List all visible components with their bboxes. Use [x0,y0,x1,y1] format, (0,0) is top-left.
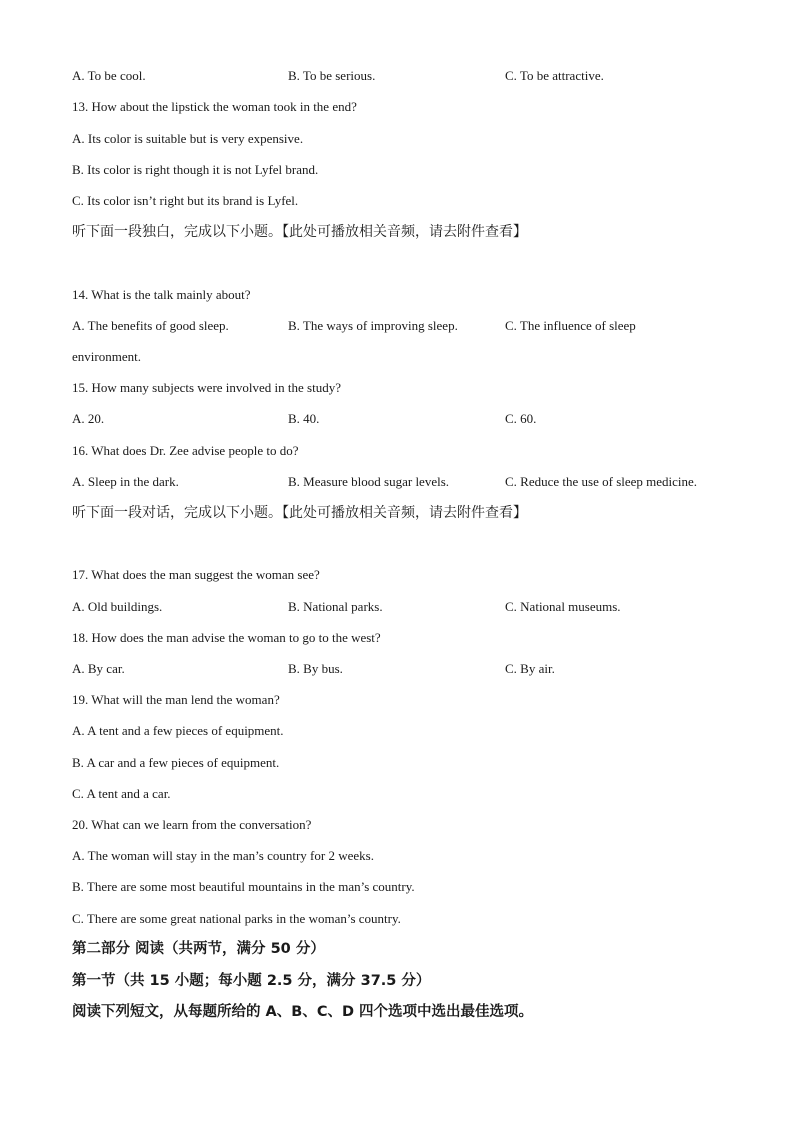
q20-option-b: B. There are some most beautiful mountains in the man’s country. [72,879,415,894]
q18-stem: 18. How does the man advise the woman to go to the west? [72,630,381,645]
q17-option-b: B. National parks. [288,599,383,614]
q13-stem: 13. How about the lipstick the woman took in the end? [72,99,357,114]
q18-option-c: C. By air. [505,661,555,676]
section1-heading: 第一节（共 15 小题；每小题 2.5 分，满分 37.5 分） [72,973,431,989]
q15-option-c: C. 60. [505,411,537,426]
q12-option-a: A. To be cool. [72,68,146,83]
q16-option-a: A. Sleep in the dark. [72,474,179,489]
q14-option-a: A. The benefits of good sleep. [72,318,229,333]
q20-option-c: C. There are some great national parks in the woman’s country. [72,911,401,926]
q14-stem: 14. What is the talk mainly about? [72,287,251,302]
q12-option-c: C. To be attractive. [505,68,604,83]
q17-option-a: A. Old buildings. [72,599,163,614]
q15-stem: 15. How many subjects were involved in the study? [72,380,341,395]
q12-option-b: B. To be serious. [288,68,376,83]
q14-option-b: B. The ways of improving sleep. [288,318,458,333]
q19-option-c: C. A tent and a car. [72,786,171,801]
q20-stem: 20. What can we learn from the conversation? [72,817,312,832]
q13-option-c: C. Its color isn’t right but its brand is Lyfel. [72,193,299,208]
q20-option-a: A. The woman will stay in the man’s country for 2 weeks. [72,848,374,863]
q13-option-b: B. Its color is right though it is not Lyfel brand. [72,162,319,177]
monologue-instruction: 听下面一段独白，完成以下小题。【此处可播放相关音频，请去附件查看】 [72,224,527,240]
q14-option-c: C. The influence of sleep [505,318,636,333]
q16-option-c: C. Reduce the use of sleep medicine. [505,474,698,489]
q13-option-a: A. Its color is suitable but is very expensive. [72,131,304,146]
q18-option-b: B. By bus. [288,661,343,676]
q15-option-a: A. 20. [72,411,105,426]
q19-option-a: A. A tent and a few pieces of equipment. [72,723,284,738]
q16-stem: 16. What does Dr. Zee advise people to do? [72,443,299,458]
part2-heading: 第二部分 阅读（共两节，满分 50 分） [72,941,325,957]
dialogue-instruction: 听下面一段对话，完成以下小题。【此处可播放相关音频，请去附件查看】 [72,505,527,521]
q14-option-c-continuation: environment. [72,349,141,364]
q19-option-b: B. A car and a few pieces of equipment. [72,755,280,770]
q17-option-c: C. National museums. [505,599,621,614]
q15-option-b: B. 40. [288,411,320,426]
q17-stem: 17. What does the man suggest the woman see? [72,567,320,582]
q19-stem: 19. What will the man lend the woman? [72,692,280,707]
reading-instruction: 阅读下列短文，从每题所给的 A、B、C、D 四个选项中选出最佳选项。 [72,1004,534,1020]
q18-option-a: A. By car. [72,661,125,676]
q16-option-b: B. Measure blood sugar levels. [288,474,450,489]
